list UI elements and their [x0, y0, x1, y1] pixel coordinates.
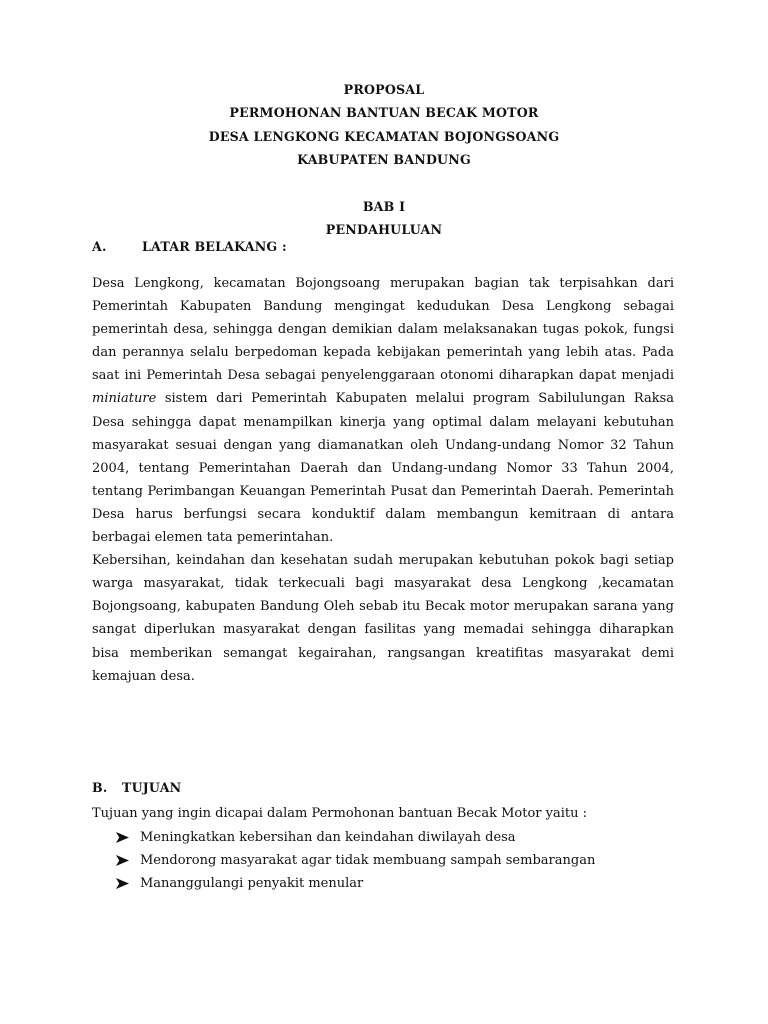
- section-a-heading: [92, 239, 287, 254]
- section-a-body: [92, 272, 674, 688]
- section-b-title: TUJUAN: [122, 780, 182, 795]
- section-a-title: LATAR BELAKANG :: [142, 239, 287, 254]
- italic-term: miniature: [92, 391, 157, 407]
- title-village: DESA LENGKONG KECAMATAN BOJONGSOANG: [208, 128, 560, 144]
- list-item-text: Meningkatkan kebersihan dan keindahan diwilayah desa: [140, 830, 516, 845]
- paragraph-1-text-start: Desa Lengkong, kecamatan Bojongsoang merupakan bagian tak terpisahkan dari Pemerintah Kabupaten Bandung mengingat kedudukan Desa Lengkong sebagai pemerintah desa, sehingga dengan demikian dalam melaksanakan tugas pokok, fungsi dan perannya selalu berpedoman kepada kebijakan pemerintah yang lebih atas. Pada saat ini Pemerintah Desa sebagai penyelenggaraan otonomi diharapkan dapat menjadi: [92, 276, 674, 384]
- chapter-title: PENDAHULUAN: [325, 222, 443, 238]
- list-item-text: Mananggulangi penyakit menular: [140, 876, 364, 892]
- purpose-intro: Tujuan yang ingin dicapai dalam Permohonan bantuan Becak Motor yaitu :: [92, 806, 587, 821]
- paragraph-2: Kebersihan, keindahan dan kesehatan sudah merupakan kebutuhan pokok bagi setiap warga masyarakat, tidak terkecuali bagi masyarakat desa Lengkong ,kecamatan Bojongsoang, kabupaten Bandung Oleh sebab itu Becak motor merupakan sarana yang sangat diperlukan masyarakat dengan fasilitas yang memadai sehingga diharapkan bisa memberikan semangat kegairahan, rangsangan kreatifitas masyarakat demi kemajuan desa.: [92, 553, 674, 684]
- arrow-bullet-icon: [116, 832, 129, 843]
- list-item: [116, 849, 595, 872]
- paragraph-1: [92, 272, 674, 549]
- paragraph-1-text-end: sistem dari Pemerintah Kabupaten melalui program Sabilulungan Raksa Desa sehingga dapat menampilkan kinerja yang optimal dalam melayani kebutuhan masyarakat sesuai dengan yang diamanatkan oleh Undang-undang Nomor 32 Tahun 2004, tentang Pemerintahan Daerah dan Undang-undang Nomor 33 Tahun 2004, tentang Perimbangan Keuangan Pemerintah Pusat dan Pemerintah Daerah. Pemerintah Desa harus berfungsi secara konduktif dalam membangun kemitraan di antara berbagai elemen tata pemerintahan.: [92, 391, 674, 546]
- title-regency: KABUPATEN BANDUNG: [297, 151, 471, 167]
- list-item-text: Mendorong masyarakat agar tidak membuang sampah sembarangan: [140, 853, 596, 869]
- section-a-number: A.: [92, 239, 107, 254]
- list-item: [116, 872, 595, 895]
- purpose-list: [116, 826, 595, 895]
- arrow-bullet-icon: [116, 855, 129, 866]
- list-item: [116, 826, 595, 849]
- title-proposal: PROPOSAL: [343, 82, 425, 97]
- arrow-bullet-icon: [116, 878, 129, 889]
- chapter-label: BAB I: [362, 199, 406, 215]
- title-request: PERMOHONAN BANTUAN BECAK MOTOR: [229, 105, 539, 121]
- title-block: [0, 78, 768, 242]
- section-b-heading: [92, 780, 181, 795]
- section-b-number: B.: [92, 780, 108, 795]
